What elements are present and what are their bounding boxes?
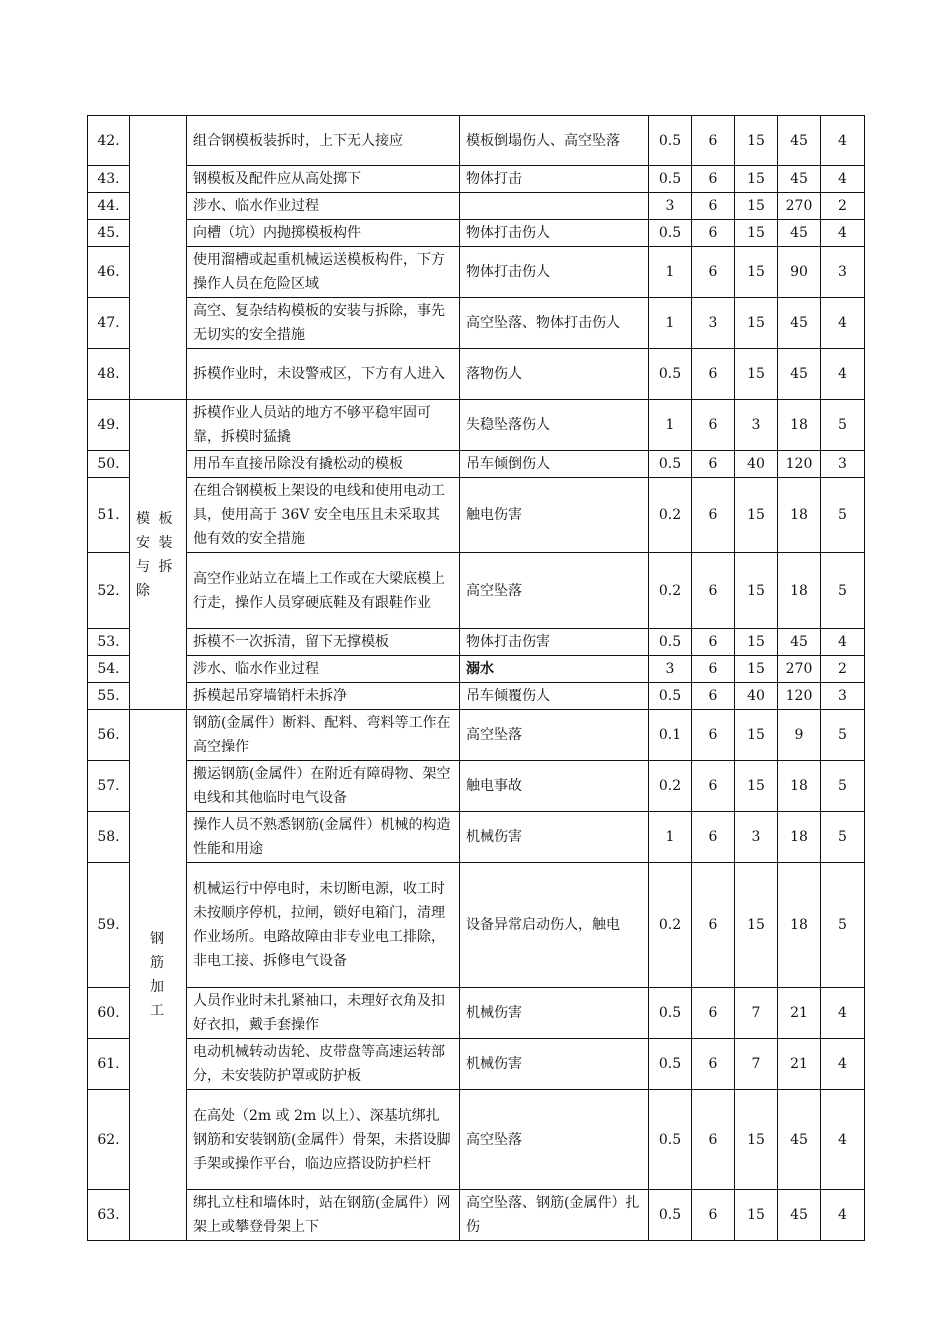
risk-score-cell: 45 <box>778 220 821 247</box>
activity-cell: 操作人员不熟悉钢筋(金属件）机械的构造性能和用途 <box>187 812 460 863</box>
table-row <box>88 812 865 863</box>
risk-level-cell: 3 <box>821 451 865 478</box>
risk-level-cell: 4 <box>821 116 865 166</box>
row-number: 58. <box>88 812 130 863</box>
risk-level-cell: 5 <box>821 710 865 761</box>
consequence-cell: 40 <box>735 683 778 710</box>
risk-score-cell: 21 <box>778 1039 821 1090</box>
risk-score-cell: 120 <box>778 451 821 478</box>
row-number: 55. <box>88 683 130 710</box>
exposure-cell: 3 <box>692 298 735 349</box>
category-label-line: 除 <box>136 582 152 599</box>
table-row <box>88 761 865 812</box>
activity-cell: 组合钢模板装拆时，上下无人接应 <box>187 116 460 166</box>
exposure-cell: 6 <box>692 166 735 193</box>
exposure-cell: 6 <box>692 451 735 478</box>
category-label-line: 模 板 <box>136 510 175 527</box>
hazard-cell: 高空坠落、钢筋(金属件）扎伤 <box>460 1190 649 1241</box>
likelihood-cell: 0.2 <box>649 478 692 553</box>
activity-cell: 钢模板及配件应从高处掷下 <box>187 166 460 193</box>
likelihood-cell: 1 <box>649 812 692 863</box>
likelihood-cell: 3 <box>649 193 692 220</box>
table-row <box>88 220 865 247</box>
risk-score-cell: 45 <box>778 1090 821 1190</box>
table-body <box>88 116 865 1241</box>
row-number: 51. <box>88 478 130 553</box>
table-row <box>88 400 865 451</box>
hazard-cell: 机械伤害 <box>460 988 649 1039</box>
category-cell <box>130 116 187 400</box>
table-row <box>88 116 865 166</box>
row-number: 57. <box>88 761 130 812</box>
table-row <box>88 1090 865 1190</box>
likelihood-cell: 3 <box>649 656 692 683</box>
row-number: 52. <box>88 553 130 629</box>
consequence-cell: 15 <box>735 1190 778 1241</box>
risk-score-cell: 45 <box>778 116 821 166</box>
table-row <box>88 478 865 553</box>
risk-score-cell: 45 <box>778 298 821 349</box>
likelihood-cell: 0.5 <box>649 629 692 656</box>
activity-cell: 钢筋(金属件）断料、配料、弯料等工作在高空操作 <box>187 710 460 761</box>
risk-assessment-table <box>87 115 865 1241</box>
likelihood-cell: 0.2 <box>649 761 692 812</box>
category-cell <box>130 710 187 1241</box>
category-label-line: 加 <box>150 979 166 995</box>
activity-cell: 在高处（2m 或 2m 以上）、深基坑绑扎钢筋和安装钢筋(金属件）骨架，未搭设脚手架或操作平台，临边应搭设防护栏杆 <box>187 1090 460 1190</box>
table-row <box>88 1190 865 1241</box>
category-label-line: 钢 <box>150 931 166 947</box>
risk-score-cell: 270 <box>778 656 821 683</box>
row-number: 43. <box>88 166 130 193</box>
consequence-cell: 15 <box>735 298 778 349</box>
activity-cell: 电动机械转动齿轮、皮带盘等高速运转部分，未安装防护罩或防护板 <box>187 1039 460 1090</box>
risk-level-cell: 3 <box>821 247 865 298</box>
likelihood-cell: 0.5 <box>649 1090 692 1190</box>
risk-score-cell: 18 <box>778 400 821 451</box>
table-row <box>88 629 865 656</box>
exposure-cell: 6 <box>692 1190 735 1241</box>
hazard-cell: 机械伤害 <box>460 1039 649 1090</box>
risk-level-cell: 4 <box>821 629 865 656</box>
risk-level-cell: 4 <box>821 988 865 1039</box>
risk-score-cell: 18 <box>778 761 821 812</box>
exposure-cell: 6 <box>692 988 735 1039</box>
table-row <box>88 863 865 988</box>
row-number: 62. <box>88 1090 130 1190</box>
row-number: 46. <box>88 247 130 298</box>
row-number: 44. <box>88 193 130 220</box>
risk-score-cell: 270 <box>778 193 821 220</box>
consequence-cell: 7 <box>735 988 778 1039</box>
exposure-cell: 6 <box>692 553 735 629</box>
likelihood-cell: 0.1 <box>649 710 692 761</box>
consequence-cell: 15 <box>735 629 778 656</box>
likelihood-cell: 0.5 <box>649 988 692 1039</box>
exposure-cell: 6 <box>692 478 735 553</box>
table-row <box>88 451 865 478</box>
consequence-cell: 15 <box>735 349 778 400</box>
consequence-cell: 3 <box>735 812 778 863</box>
table-row <box>88 683 865 710</box>
row-number: 53. <box>88 629 130 656</box>
risk-level-cell: 5 <box>821 761 865 812</box>
table-row <box>88 298 865 349</box>
risk-score-cell: 120 <box>778 683 821 710</box>
table-row <box>88 166 865 193</box>
risk-level-cell: 3 <box>821 683 865 710</box>
hazard-cell: 高空坠落 <box>460 553 649 629</box>
row-number: 61. <box>88 1039 130 1090</box>
row-number: 47. <box>88 298 130 349</box>
risk-score-cell: 45 <box>778 166 821 193</box>
activity-cell: 人员作业时未扎紧袖口，未理好衣角及扣好衣扣，戴手套操作 <box>187 988 460 1039</box>
table-row <box>88 1039 865 1090</box>
row-number: 54. <box>88 656 130 683</box>
exposure-cell: 6 <box>692 656 735 683</box>
hazard-cell: 物体打击伤害 <box>460 629 649 656</box>
activity-cell: 拆模作业人员站的地方不够平稳牢固可靠，拆模时猛撬 <box>187 400 460 451</box>
activity-cell: 搬运钢筋(金属件）在附近有障碍物、架空电线和其他临时电气设备 <box>187 761 460 812</box>
consequence-cell: 15 <box>735 710 778 761</box>
risk-score-cell: 45 <box>778 1190 821 1241</box>
hazard-cell: 物体打击伤人 <box>460 247 649 298</box>
hazard-cell: 触电事故 <box>460 761 649 812</box>
risk-score-cell: 90 <box>778 247 821 298</box>
exposure-cell: 6 <box>692 812 735 863</box>
hazard-cell: 高空坠落 <box>460 710 649 761</box>
risk-level-cell: 4 <box>821 1190 865 1241</box>
exposure-cell: 6 <box>692 247 735 298</box>
row-number: 60. <box>88 988 130 1039</box>
likelihood-cell: 0.5 <box>649 683 692 710</box>
likelihood-cell: 0.5 <box>649 1190 692 1241</box>
activity-cell: 拆模作业时，未设警戒区，下方有人进入 <box>187 349 460 400</box>
category-label-line: 安 装 <box>136 534 175 551</box>
risk-score-cell: 45 <box>778 629 821 656</box>
consequence-cell: 15 <box>735 166 778 193</box>
activity-cell: 在组合钢模板上架设的电线和使用电动工具，使用高于 36V 安全电压且未采取其他有效的安全措施 <box>187 478 460 553</box>
risk-level-cell: 4 <box>821 220 865 247</box>
hazard-cell: 落物伤人 <box>460 349 649 400</box>
exposure-cell: 6 <box>692 629 735 656</box>
risk-level-cell: 5 <box>821 863 865 988</box>
consequence-cell: 15 <box>735 1090 778 1190</box>
risk-level-cell: 4 <box>821 1090 865 1190</box>
activity-cell: 高空作业站立在墙上工作或在大梁底模上行走，操作人员穿硬底鞋及有跟鞋作业 <box>187 553 460 629</box>
activity-cell: 高空、复杂结构模板的安装与拆除，事先无切实的安全措施 <box>187 298 460 349</box>
exposure-cell: 6 <box>692 220 735 247</box>
activity-cell: 机械运行中停电时，未切断电源，收工时未按顺序停机，拉闸，锁好电箱门，清理作业场所。电路故障由非专业电工排除，非电工接、拆修电气设备 <box>187 863 460 988</box>
likelihood-cell: 0.5 <box>649 349 692 400</box>
exposure-cell: 6 <box>692 863 735 988</box>
activity-cell: 拆模不一次拆清，留下无撑模板 <box>187 629 460 656</box>
row-number: 42. <box>88 116 130 166</box>
table-row <box>88 553 865 629</box>
risk-score-cell: 18 <box>778 812 821 863</box>
likelihood-cell: 1 <box>649 298 692 349</box>
category-label-line: 与 拆 <box>136 558 175 575</box>
hazard-cell: 模板倒塌伤人、高空坠落 <box>460 116 649 166</box>
hazard-cell <box>460 193 649 220</box>
activity-cell: 涉水、临水作业过程 <box>187 193 460 220</box>
activity-cell: 向槽（坑）内抛掷模板构件 <box>187 220 460 247</box>
risk-level-cell: 4 <box>821 349 865 400</box>
exposure-cell: 6 <box>692 761 735 812</box>
risk-score-cell: 45 <box>778 349 821 400</box>
exposure-cell: 6 <box>692 1039 735 1090</box>
hazard-cell: 高空坠落 <box>460 1090 649 1190</box>
risk-score-cell: 18 <box>778 553 821 629</box>
consequence-cell: 15 <box>735 863 778 988</box>
exposure-cell: 6 <box>692 193 735 220</box>
exposure-cell: 6 <box>692 683 735 710</box>
exposure-cell: 6 <box>692 349 735 400</box>
table-row <box>88 247 865 298</box>
likelihood-cell: 0.2 <box>649 863 692 988</box>
table-row <box>88 988 865 1039</box>
likelihood-cell: 0.2 <box>649 553 692 629</box>
likelihood-cell: 0.5 <box>649 220 692 247</box>
table-row <box>88 656 865 683</box>
risk-score-cell: 18 <box>778 478 821 553</box>
risk-score-cell: 18 <box>778 863 821 988</box>
hazard-cell: 溺水 <box>460 656 649 683</box>
row-number: 50. <box>88 451 130 478</box>
consequence-cell: 15 <box>735 478 778 553</box>
activity-cell: 用吊车直接吊除没有撬松动的模板 <box>187 451 460 478</box>
exposure-cell: 6 <box>692 400 735 451</box>
likelihood-cell: 1 <box>649 247 692 298</box>
category-label-line: 工 <box>150 1003 166 1019</box>
category-label-line: 筋 <box>150 955 166 971</box>
category-cell <box>130 400 187 710</box>
risk-level-cell: 2 <box>821 193 865 220</box>
row-number: 56. <box>88 710 130 761</box>
hazard-cell: 物体打击 <box>460 166 649 193</box>
activity-cell: 使用溜槽或起重机械运送模板构件，下方操作人员在危险区域 <box>187 247 460 298</box>
consequence-cell: 15 <box>735 761 778 812</box>
risk-level-cell: 4 <box>821 298 865 349</box>
hazard-cell: 高空坠落、物体打击伤人 <box>460 298 649 349</box>
hazard-cell: 吊车倾倒伤人 <box>460 451 649 478</box>
risk-level-cell: 5 <box>821 478 865 553</box>
consequence-cell: 7 <box>735 1039 778 1090</box>
exposure-cell: 6 <box>692 1090 735 1190</box>
risk-score-cell: 21 <box>778 988 821 1039</box>
hazard-cell: 触电伤害 <box>460 478 649 553</box>
risk-level-cell: 5 <box>821 812 865 863</box>
risk-level-cell: 2 <box>821 656 865 683</box>
consequence-cell: 15 <box>735 553 778 629</box>
activity-cell: 绑扎立柱和墙体时，站在钢筋(金属件）网架上或攀登骨架上下 <box>187 1190 460 1241</box>
table-row <box>88 349 865 400</box>
row-number: 63. <box>88 1190 130 1241</box>
activity-cell: 拆模起吊穿墙销杆未拆净 <box>187 683 460 710</box>
risk-level-cell: 4 <box>821 1039 865 1090</box>
row-number: 45. <box>88 220 130 247</box>
row-number: 59. <box>88 863 130 988</box>
consequence-cell: 3 <box>735 400 778 451</box>
likelihood-cell: 0.5 <box>649 1039 692 1090</box>
consequence-cell: 15 <box>735 116 778 166</box>
hazard-cell: 吊车倾覆伤人 <box>460 683 649 710</box>
hazard-cell: 物体打击伤人 <box>460 220 649 247</box>
consequence-cell: 40 <box>735 451 778 478</box>
risk-level-cell: 5 <box>821 553 865 629</box>
risk-level-cell: 5 <box>821 400 865 451</box>
consequence-cell: 15 <box>735 656 778 683</box>
hazard-cell: 机械伤害 <box>460 812 649 863</box>
row-number: 49. <box>88 400 130 451</box>
likelihood-cell: 0.5 <box>649 166 692 193</box>
consequence-cell: 15 <box>735 247 778 298</box>
hazard-cell: 失稳坠落伤人 <box>460 400 649 451</box>
row-number: 48. <box>88 349 130 400</box>
consequence-cell: 15 <box>735 220 778 247</box>
hazard-cell: 设备异常启动伤人，触电 <box>460 863 649 988</box>
exposure-cell: 6 <box>692 116 735 166</box>
likelihood-cell: 0.5 <box>649 116 692 166</box>
activity-cell: 涉水、临水作业过程 <box>187 656 460 683</box>
risk-level-cell: 4 <box>821 166 865 193</box>
exposure-cell: 6 <box>692 710 735 761</box>
table-row <box>88 710 865 761</box>
likelihood-cell: 0.5 <box>649 451 692 478</box>
likelihood-cell: 1 <box>649 400 692 451</box>
consequence-cell: 15 <box>735 193 778 220</box>
risk-score-cell: 9 <box>778 710 821 761</box>
table-row <box>88 193 865 220</box>
